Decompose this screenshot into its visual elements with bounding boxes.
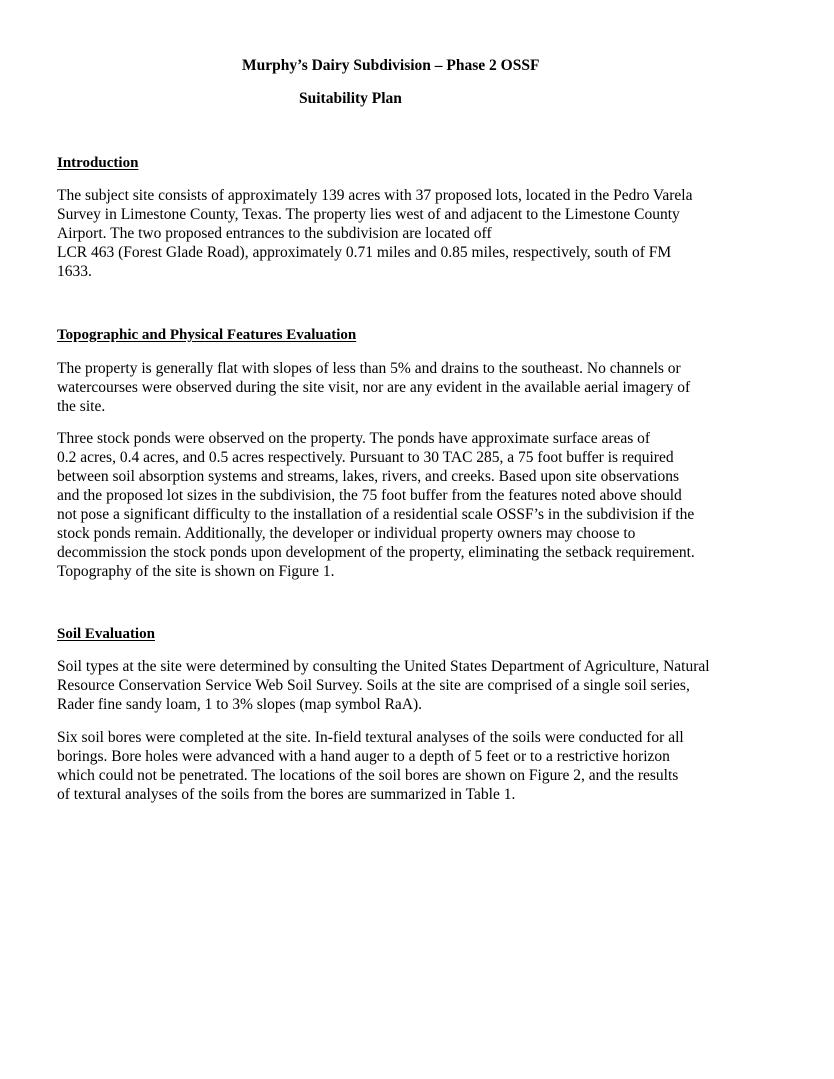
text-line: of textural analyses of the soils from the bores are summarized in Table 1. xyxy=(57,786,516,803)
text-line: which could not be penetrated. The locations of the soil bores are shown on Figure 2, and the results xyxy=(57,767,679,784)
text-line: not pose a significant difficulty to the installation of a residential scale OSSF’s in the subdivision if the xyxy=(57,506,695,523)
text-line: the site. xyxy=(57,398,106,415)
text-line: Topography of the site is shown on Figure 1. xyxy=(57,563,335,580)
text-line: borings. Bore holes were advanced with a hand auger to a depth of 5 feet or to a restrictive horizon xyxy=(57,748,670,765)
text-line: and the proposed lot sizes in the subdivision, the 75 foot buffer from the features noted above should xyxy=(57,487,682,504)
text-line: decommission the stock ponds upon development of the property, eliminating the setback requirement. xyxy=(57,544,695,561)
document-subtitle: Suitability Plan xyxy=(299,90,402,107)
paragraph-soil-types xyxy=(57,657,757,714)
text-line: Six soil bores were completed at the site. In-field textural analyses of the soils were conducted for all xyxy=(57,729,684,746)
paragraph-introduction xyxy=(57,186,757,281)
text-line: 1633. xyxy=(57,263,92,280)
text-line: Survey in Limestone County, Texas. The property lies west of and adjacent to the Limestone County xyxy=(57,206,680,223)
text-line: Rader fine sandy loam, 1 to 3% slopes (map symbol RaA). xyxy=(57,696,423,713)
heading-soil-evaluation: Soil Evaluation xyxy=(57,626,155,642)
paragraph-topography xyxy=(57,359,757,416)
text-line: LCR 463 (Forest Glade Road), approximately 0.71 miles and 0.85 miles, respectively, south of FM xyxy=(57,244,672,261)
text-line: Three stock ponds were observed on the property. The ponds have approximate surface areas of xyxy=(57,430,651,447)
text-line: The subject site consists of approximately 139 acres with 37 proposed lots, located in the Pedro Varela xyxy=(57,187,693,204)
text-line: Airport. The two proposed entrances to the subdivision are located off xyxy=(57,225,492,242)
text-line: Soil types at the site were determined by consulting the United States Department of Agriculture, Natural xyxy=(57,658,710,675)
text-line: 0.2 acres, 0.4 acres, and 0.5 acres respectively. Pursuant to 30 TAC 285, a 75 foot buffer is required xyxy=(57,449,674,466)
heading-introduction: Introduction xyxy=(57,155,139,171)
text-line: The property is generally flat with slopes of less than 5% and drains to the southeast. No channels or xyxy=(57,360,681,377)
heading-topographic-evaluation: Topographic and Physical Features Evaluation xyxy=(57,327,357,343)
paragraph-stock-ponds xyxy=(57,429,757,581)
text-line: stock ponds remain. Additionally, the developer or individual property owners may choose to xyxy=(57,525,636,542)
document-title: Murphy’s Dairy Subdivision – Phase 2 OSSF xyxy=(242,57,540,74)
text-line: watercourses were observed during the site visit, nor are any evident in the available aerial imagery of xyxy=(57,379,691,396)
text-line: Resource Conservation Service Web Soil Survey. Soils at the site are comprised of a single soil series, xyxy=(57,677,690,694)
paragraph-soil-bores xyxy=(57,728,757,804)
text-line: between soil absorption systems and streams, lakes, rivers, and creeks. Based upon site observations xyxy=(57,468,680,485)
